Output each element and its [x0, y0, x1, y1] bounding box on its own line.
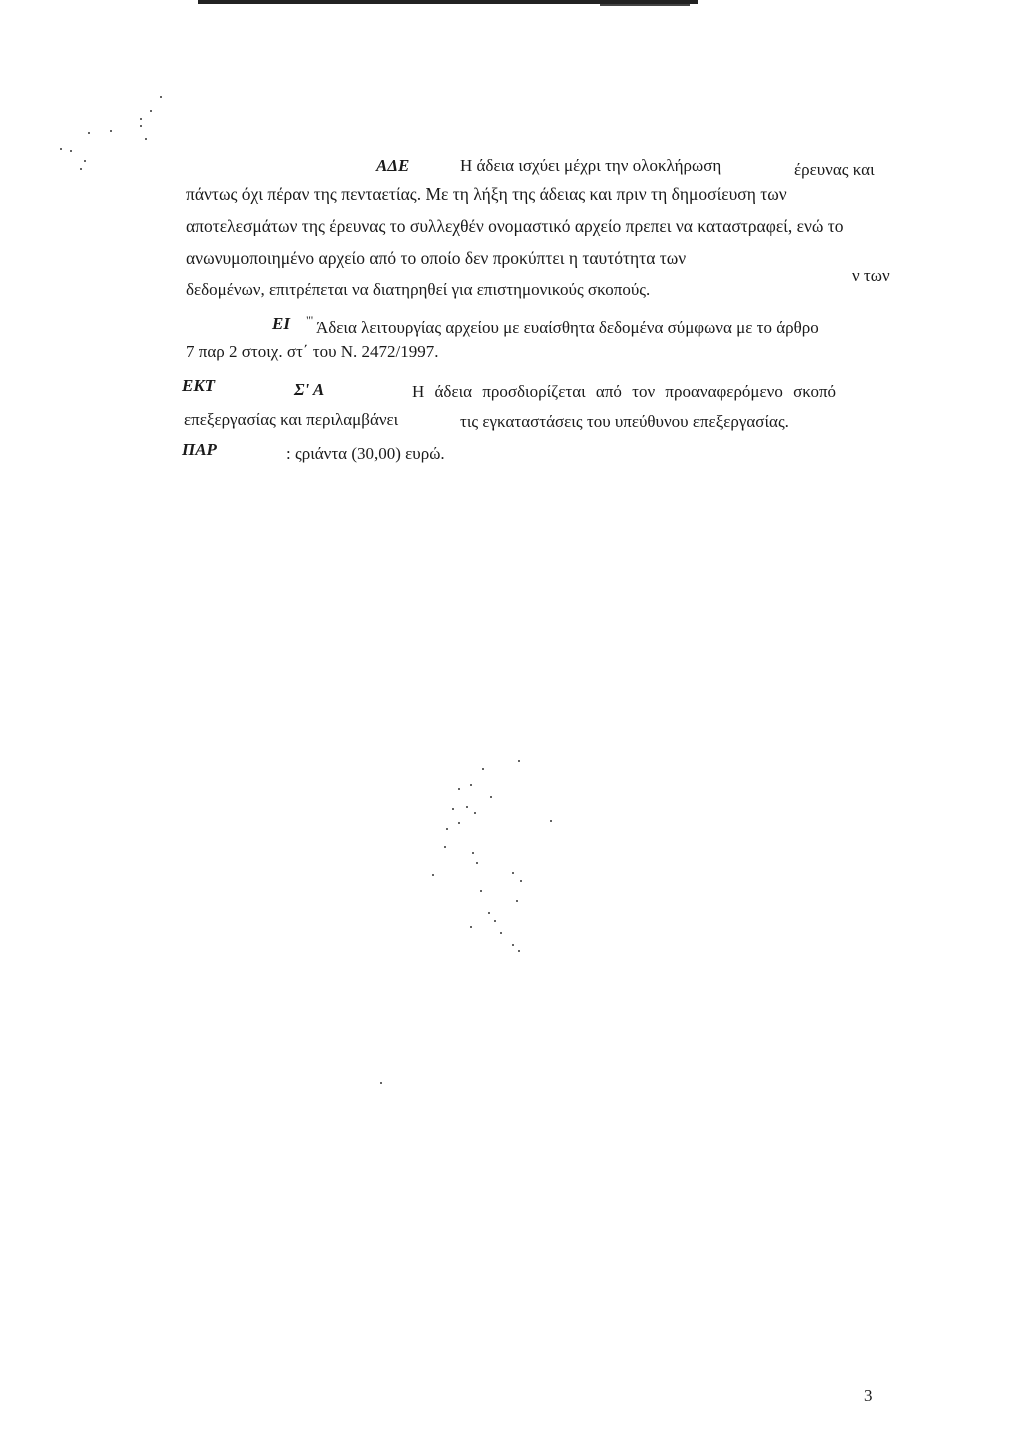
- section-heading-scope: ΕΚΤ: [182, 376, 216, 395]
- section-heading-duration: ΑΔΕ: [376, 156, 410, 175]
- text-line: Η άδεια προσδιορίζεται από τον προαναφερόμενο σκοπό: [412, 382, 837, 401]
- text-line: έρευνας και: [794, 160, 875, 179]
- scan-artifact: "': [306, 313, 314, 327]
- section-heading-scope-part: Σ' Α: [294, 380, 325, 399]
- scan-top-edge-fragment: [600, 4, 690, 6]
- section-heading-type: ΕΙ: [272, 314, 290, 333]
- text-line: Άδεια λειτουργίας αρχείου με ευαίσθητα δεδομένα σύμφωνα με το άρθρο: [316, 318, 819, 337]
- text-line: αποτελεσμάτων της έρευνας το συλλεχθέν ονομαστικό αρχείο πρεπει να καταστραφεί, ενώ το: [186, 216, 844, 236]
- text-line: Η άδεια ισχύει μέχρι την ολοκλήρωση: [460, 156, 722, 175]
- text-line: δεδομένων, επιτρέπεται να διατηρηθεί για επιστημονικούς σκοπούς.: [186, 280, 651, 299]
- section-heading-fee: ΠΑΡ: [182, 440, 217, 459]
- text-line: ανωνυμοποιημένο αρχείο από το οποίο δεν προκύπτει η ταυτότητα των: [186, 248, 687, 268]
- text-line: : ςριάντα (30,00) ευρώ.: [286, 444, 445, 463]
- page-number: 3: [864, 1386, 873, 1405]
- text-line: επεξεργασίας και περιλαμβάνει: [184, 410, 399, 429]
- text-line: ν των: [852, 266, 890, 285]
- text-line: πάντως όχι πέραν της πενταετίας. Με τη λήξη της άδειας και πριν τη δημοσίευση των: [186, 184, 787, 204]
- text-line: 7 παρ 2 στοιχ. στ΄ του Ν. 2472/1997.: [186, 342, 439, 361]
- text-line: τις εγκαταστάσεις του υπεύθυνου επεξεργασίας.: [460, 412, 789, 431]
